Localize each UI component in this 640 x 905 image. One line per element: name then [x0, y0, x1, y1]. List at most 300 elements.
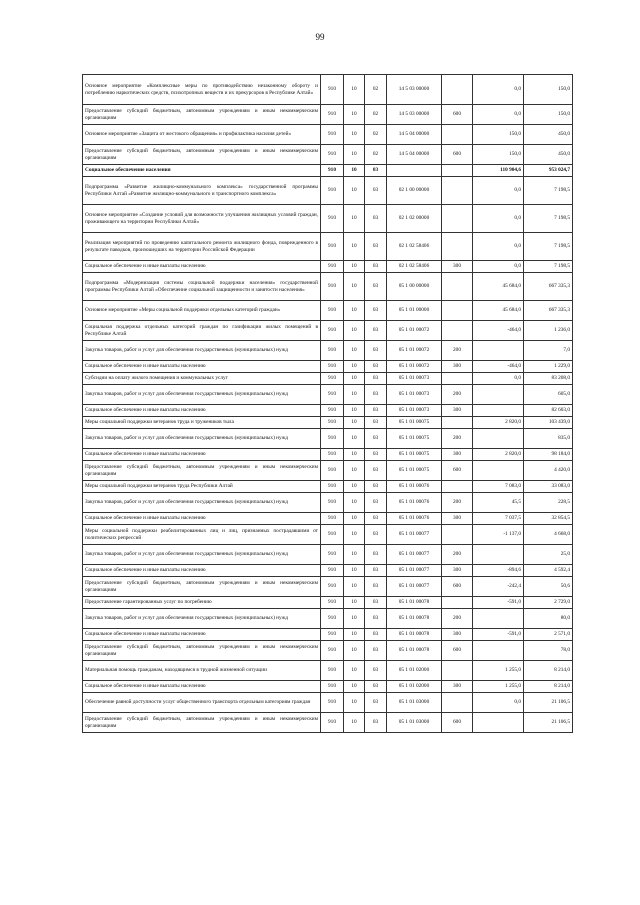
row-gr-cell: 910	[321, 373, 344, 385]
row-amount-total-cell: 7 198,5	[524, 233, 573, 261]
table-row	[83, 177, 573, 205]
row-cs-cell: 05 1 01 00078	[387, 609, 442, 629]
row-vr-cell	[442, 233, 473, 261]
row-pr-cell: 03	[365, 373, 387, 385]
table-row	[83, 641, 573, 661]
table-row	[83, 385, 573, 405]
row-gr-cell: 910	[321, 681, 344, 693]
table-row	[83, 261, 573, 273]
row-name-cell: Социальное обеспечение и иные выплаты населению	[83, 405, 321, 417]
row-vr-cell	[442, 125, 473, 145]
table-row	[83, 481, 573, 493]
row-amount-change-cell: 45 684,0	[473, 301, 524, 321]
row-cs-cell: 05 1 01 00072	[387, 361, 442, 373]
row-vr-cell	[442, 693, 473, 713]
row-vr-cell: 300	[442, 513, 473, 525]
row-rz-cell: 10	[344, 525, 365, 545]
row-vr-cell: 200	[442, 385, 473, 405]
row-amount-change-cell: 0,0	[473, 205, 524, 233]
table-row	[83, 513, 573, 525]
row-amount-total-cell: 2 729,0	[524, 597, 573, 609]
row-rz-cell: 10	[344, 177, 365, 205]
row-gr-cell: 910	[321, 125, 344, 145]
row-gr-cell: 910	[321, 609, 344, 629]
row-amount-change-cell: 150,0	[473, 125, 524, 145]
row-amount-total-cell: 8 214,0	[524, 661, 573, 681]
row-pr-cell: 03	[365, 429, 387, 449]
row-cs-cell: 05 1 01 00076	[387, 513, 442, 525]
row-amount-total-cell: 98 184,0	[524, 449, 573, 461]
row-gr-cell: 910	[321, 461, 344, 481]
row-pr-cell: 03	[365, 385, 387, 405]
row-rz-cell: 10	[344, 373, 365, 385]
row-rz-cell: 10	[344, 429, 365, 449]
row-vr-cell: 300	[442, 261, 473, 273]
row-pr-cell: 03	[365, 493, 387, 513]
row-vr-cell	[442, 373, 473, 385]
row-amount-total-cell: 667 335,3	[524, 301, 573, 321]
row-amount-total-cell: 4 668,0	[524, 525, 573, 545]
row-amount-total-cell: 50,6	[524, 577, 573, 597]
row-vr-cell	[442, 661, 473, 681]
row-amount-total-cell: 7 198,5	[524, 205, 573, 233]
row-gr-cell: 910	[321, 525, 344, 545]
row-cs-cell: 05 1 01 00073	[387, 373, 442, 385]
row-name-cell: Закупка товаров, работ и услуг для обеспечения государственных (муниципальных) нужд	[83, 609, 321, 629]
table-row	[83, 629, 573, 641]
row-name-cell: Социальная поддержка отдельных категорий граждан по газификации жилых помещений в Республике Алтай	[83, 321, 321, 341]
row-amount-change-cell	[473, 429, 524, 449]
row-amount-total-cell: 4 592,4	[524, 565, 573, 577]
row-rz-cell: 10	[344, 233, 365, 261]
row-rz-cell: 10	[344, 261, 365, 273]
row-vr-cell: 600	[442, 105, 473, 125]
row-gr-cell: 910	[321, 661, 344, 681]
row-cs-cell: 05 1 00 00000	[387, 273, 442, 301]
row-amount-change-cell: 2 820,0	[473, 449, 524, 461]
row-amount-change-cell	[473, 641, 524, 661]
row-vr-cell: 300	[442, 405, 473, 417]
row-name-cell: Закупка товаров, работ и услуг для обеспечения государственных (муниципальных) нужд	[83, 545, 321, 565]
row-name-cell: Материальная помощь гражданам, находящимся в трудной жизненной ситуации	[83, 661, 321, 681]
row-cs-cell: 05 1 01 00073	[387, 405, 442, 417]
budget-table	[82, 74, 573, 733]
table-row	[83, 341, 573, 361]
row-pr-cell: 03	[365, 233, 387, 261]
row-amount-change-cell: -464,0	[473, 361, 524, 373]
row-name-cell: Закупка товаров, работ и услуг для обеспечения государственных (муниципальных) нужд	[83, 341, 321, 361]
row-amount-change-cell: 1 255,0	[473, 681, 524, 693]
row-amount-change-cell: 0,0	[473, 693, 524, 713]
row-vr-cell	[442, 177, 473, 205]
row-cs-cell: 05 1 01 00075	[387, 417, 442, 429]
row-name-cell: Субсидии на оплату жилого помещения и коммунальных услуг	[83, 373, 321, 385]
row-pr-cell: 03	[365, 261, 387, 273]
row-name-cell: Закупка товаров, работ и услуг для обеспечения государственных (муниципальных) нужд	[83, 385, 321, 405]
row-name-cell: Предоставление субсидий бюджетным, автономным учреждениям и иным некоммерческим организациям	[83, 461, 321, 481]
row-amount-change-cell: 0,0	[473, 105, 524, 125]
row-amount-change-cell: 7 083,0	[473, 481, 524, 493]
row-gr-cell: 910	[321, 577, 344, 597]
row-rz-cell: 10	[344, 629, 365, 641]
row-amount-total-cell: 7 198,5	[524, 261, 573, 273]
row-amount-total-cell: 1 236,0	[524, 321, 573, 341]
row-gr-cell: 910	[321, 261, 344, 273]
row-cs-cell: 05 1 01 00077	[387, 525, 442, 545]
row-amount-change-cell: -242,4	[473, 577, 524, 597]
row-name-cell: Меры социальной поддержки ветеранов труда Республики Алтай	[83, 481, 321, 493]
row-rz-cell: 10	[344, 105, 365, 125]
table-row	[83, 75, 573, 105]
row-gr-cell: 910	[321, 405, 344, 417]
row-pr-cell: 03	[365, 577, 387, 597]
row-pr-cell: 03	[365, 609, 387, 629]
row-rz-cell: 10	[344, 321, 365, 341]
row-rz-cell: 10	[344, 481, 365, 493]
row-pr-cell: 03	[365, 165, 387, 177]
row-amount-change-cell: 1 255,0	[473, 661, 524, 681]
table-row	[83, 361, 573, 373]
row-amount-total-cell: 7 198,5	[524, 177, 573, 205]
table-row	[83, 449, 573, 461]
table-row	[83, 609, 573, 629]
row-name-cell: Предоставление субсидий бюджетным, автономным учреждениям и иным некоммерческим организациям	[83, 713, 321, 733]
row-gr-cell: 910	[321, 301, 344, 321]
row-gr-cell: 910	[321, 429, 344, 449]
table-row	[83, 273, 573, 301]
row-rz-cell: 10	[344, 565, 365, 577]
row-pr-cell: 03	[365, 525, 387, 545]
row-pr-cell: 03	[365, 713, 387, 733]
row-cs-cell: 05 1 01 00077	[387, 545, 442, 565]
row-vr-cell	[442, 525, 473, 545]
row-rz-cell: 10	[344, 75, 365, 105]
row-rz-cell: 10	[344, 461, 365, 481]
row-rz-cell: 10	[344, 165, 365, 177]
row-pr-cell: 03	[365, 417, 387, 429]
row-amount-change-cell	[473, 385, 524, 405]
row-amount-change-cell: 0,0	[473, 373, 524, 385]
row-amount-total-cell: 835,0	[524, 429, 573, 449]
row-amount-change-cell: 0,0	[473, 75, 524, 105]
row-amount-change-cell	[473, 461, 524, 481]
table-row	[83, 321, 573, 341]
row-vr-cell	[442, 273, 473, 301]
row-amount-total-cell: 78,0	[524, 641, 573, 661]
row-pr-cell: 02	[365, 105, 387, 125]
row-rz-cell: 10	[344, 661, 365, 681]
row-amount-change-cell: 150,0	[473, 145, 524, 165]
row-vr-cell	[442, 165, 473, 177]
row-amount-change-cell	[473, 341, 524, 361]
row-amount-change-cell: 7 037,5	[473, 513, 524, 525]
row-rz-cell: 10	[344, 577, 365, 597]
row-cs-cell: 05 1 01 00072	[387, 341, 442, 361]
row-gr-cell: 910	[321, 449, 344, 461]
row-vr-cell: 300	[442, 629, 473, 641]
row-gr-cell: 910	[321, 513, 344, 525]
row-vr-cell: 600	[442, 461, 473, 481]
row-gr-cell: 910	[321, 205, 344, 233]
row-cs-cell: 02 1 02 58406	[387, 261, 442, 273]
row-name-cell: Предоставление субсидий бюджетным, автономным учреждениям и иным некоммерческим организациям	[83, 641, 321, 661]
row-rz-cell: 10	[344, 385, 365, 405]
row-name-cell: Социальное обеспечение и иные выплаты населению	[83, 629, 321, 641]
row-name-cell: Реализация мероприятий по проведению капитального ремонта жилищного фонда, поврежденного в результате паводков, произошедших на территории Российской Федерации	[83, 233, 321, 261]
row-amount-change-cell: 0,0	[473, 233, 524, 261]
table-row	[83, 165, 573, 177]
row-vr-cell: 200	[442, 609, 473, 629]
row-amount-change-cell: -894,6	[473, 565, 524, 577]
row-name-cell: Социальное обеспечение и иные выплаты населению	[83, 681, 321, 693]
row-gr-cell: 910	[321, 713, 344, 733]
row-amount-total-cell: 83 208,0	[524, 373, 573, 385]
row-cs-cell: 02 1 02 00000	[387, 205, 442, 233]
row-vr-cell: 300	[442, 565, 473, 577]
row-rz-cell: 10	[344, 125, 365, 145]
row-vr-cell	[442, 205, 473, 233]
row-amount-change-cell	[473, 545, 524, 565]
row-gr-cell: 910	[321, 417, 344, 429]
row-rz-cell: 10	[344, 205, 365, 233]
row-gr-cell: 910	[321, 321, 344, 341]
table-row	[83, 461, 573, 481]
row-pr-cell: 03	[365, 693, 387, 713]
row-amount-change-cell: 45 684,0	[473, 273, 524, 301]
table-row	[83, 525, 573, 545]
row-name-cell: Основное мероприятие «Защита от жестокого обращения» и профилактика насилия детей»	[83, 125, 321, 145]
row-amount-total-cell: 450,0	[524, 145, 573, 165]
row-amount-total-cell: 8 214,0	[524, 681, 573, 693]
row-name-cell: Социальное обеспечение и иные выплаты населению	[83, 261, 321, 273]
row-vr-cell	[442, 321, 473, 341]
budget-table-body	[83, 75, 573, 733]
row-pr-cell: 03	[365, 513, 387, 525]
row-pr-cell: 03	[365, 565, 387, 577]
row-pr-cell: 02	[365, 75, 387, 105]
row-pr-cell: 03	[365, 681, 387, 693]
row-amount-change-cell: -1 137,0	[473, 525, 524, 545]
row-pr-cell: 02	[365, 145, 387, 165]
row-rz-cell: 10	[344, 609, 365, 629]
row-amount-total-cell: 7,0	[524, 341, 573, 361]
row-name-cell: Социальное обеспечение и иные выплаты населению	[83, 565, 321, 577]
row-rz-cell: 10	[344, 513, 365, 525]
row-gr-cell: 910	[321, 629, 344, 641]
row-amount-total-cell: 150,0	[524, 75, 573, 105]
row-gr-cell: 910	[321, 385, 344, 405]
table-row	[83, 145, 573, 165]
row-gr-cell: 910	[321, 145, 344, 165]
row-gr-cell: 910	[321, 565, 344, 577]
row-rz-cell: 10	[344, 405, 365, 417]
row-vr-cell	[442, 75, 473, 105]
row-amount-change-cell: 110 904,6	[473, 165, 524, 177]
row-amount-change-cell	[473, 609, 524, 629]
row-amount-total-cell: 32 854,5	[524, 513, 573, 525]
row-pr-cell: 03	[365, 661, 387, 681]
row-rz-cell: 10	[344, 449, 365, 461]
row-amount-change-cell: -591,0	[473, 597, 524, 609]
row-amount-total-cell: 953 024,7	[524, 165, 573, 177]
row-pr-cell: 03	[365, 301, 387, 321]
row-cs-cell: 05 1 01 00078	[387, 597, 442, 609]
row-cs-cell: 14 5 04 00000	[387, 125, 442, 145]
row-cs-cell: 05 1 01 00076	[387, 493, 442, 513]
row-rz-cell: 10	[344, 361, 365, 373]
row-rz-cell: 10	[344, 417, 365, 429]
row-cs-cell: 05 1 01 00076	[387, 481, 442, 493]
row-gr-cell: 910	[321, 165, 344, 177]
row-vr-cell: 300	[442, 681, 473, 693]
row-amount-change-cell: -464,0	[473, 321, 524, 341]
row-name-cell: Основное мероприятие «Создание условий для возможности улучшения жилищных условий граждан, проживающего на территории Республики Алтай»	[83, 205, 321, 233]
row-pr-cell: 03	[365, 461, 387, 481]
row-name-cell: Обеспечение равной доступности услуг общественного транспорта отдельным категориям граждан	[83, 693, 321, 713]
row-rz-cell: 10	[344, 681, 365, 693]
row-vr-cell: 300	[442, 361, 473, 373]
row-name-cell: Меры социальной поддержки ветеранов труда и тружеников тыла	[83, 417, 321, 429]
row-cs-cell: 05 1 01 00075	[387, 461, 442, 481]
page-number: 99	[315, 32, 325, 42]
row-vr-cell	[442, 417, 473, 429]
row-vr-cell: 200	[442, 429, 473, 449]
row-cs-cell: 05 1 01 00077	[387, 565, 442, 577]
row-cs-cell: 05 1 01 00078	[387, 641, 442, 661]
row-amount-total-cell: 80,0	[524, 609, 573, 629]
row-amount-total-cell: 667 335,3	[524, 273, 573, 301]
row-amount-total-cell: 605,0	[524, 385, 573, 405]
row-gr-cell: 910	[321, 481, 344, 493]
table-row	[83, 205, 573, 233]
row-pr-cell: 03	[365, 321, 387, 341]
row-vr-cell: 600	[442, 641, 473, 661]
row-rz-cell: 10	[344, 145, 365, 165]
row-vr-cell: 200	[442, 545, 473, 565]
row-rz-cell: 10	[344, 713, 365, 733]
row-name-cell: Социальное обеспечение населения	[83, 165, 321, 177]
row-amount-change-cell: 45,5	[473, 493, 524, 513]
table-row	[83, 301, 573, 321]
row-name-cell: Предоставление субсидий бюджетным, автономным учреждениям и иным некоммерческим организациям	[83, 105, 321, 125]
row-rz-cell: 10	[344, 341, 365, 361]
table-row	[83, 233, 573, 261]
row-vr-cell	[442, 597, 473, 609]
row-amount-change-cell: 0,0	[473, 177, 524, 205]
row-pr-cell: 03	[365, 405, 387, 417]
row-cs-cell: 02 1 02 58406	[387, 233, 442, 261]
row-rz-cell: 10	[344, 273, 365, 301]
row-rz-cell: 10	[344, 545, 365, 565]
row-vr-cell: 200	[442, 493, 473, 513]
row-pr-cell: 03	[365, 449, 387, 461]
table-row	[83, 713, 573, 733]
row-vr-cell: 600	[442, 713, 473, 733]
row-cs-cell: 02 1 00 00000	[387, 177, 442, 205]
row-amount-change-cell	[473, 405, 524, 417]
row-rz-cell: 10	[344, 597, 365, 609]
row-amount-change-cell	[473, 713, 524, 733]
row-pr-cell: 03	[365, 481, 387, 493]
row-gr-cell: 910	[321, 493, 344, 513]
row-amount-total-cell: 2 571,0	[524, 629, 573, 641]
table-row	[83, 405, 573, 417]
row-amount-total-cell: 21 106,5	[524, 693, 573, 713]
row-cs-cell	[387, 165, 442, 177]
row-pr-cell: 02	[365, 125, 387, 145]
row-amount-total-cell: 450,0	[524, 125, 573, 145]
row-amount-change-cell: 2 820,0	[473, 417, 524, 429]
table-row	[83, 681, 573, 693]
row-amount-total-cell: 25,0	[524, 545, 573, 565]
row-rz-cell: 10	[344, 493, 365, 513]
row-cs-cell: 05 1 01 02000	[387, 661, 442, 681]
row-rz-cell: 10	[344, 693, 365, 713]
row-amount-change-cell: -591,0	[473, 629, 524, 641]
table-row	[83, 577, 573, 597]
row-name-cell: Основное мероприятие «Меры социальной поддержки отдельных категорий граждан»	[83, 301, 321, 321]
row-cs-cell: 05 1 01 00077	[387, 577, 442, 597]
row-name-cell: Основное мероприятие «Комплексные меры по противодействию незаконному обороту и потреблению наркотических средств, психотропных веществ и их прекурсоров в Республике Алтай»	[83, 75, 321, 105]
row-amount-change-cell: 0,0	[473, 261, 524, 273]
row-amount-total-cell: 1 229,0	[524, 361, 573, 373]
row-gr-cell: 910	[321, 177, 344, 205]
row-cs-cell: 05 1 01 03000	[387, 693, 442, 713]
row-amount-total-cell: 228,5	[524, 493, 573, 513]
row-gr-cell: 910	[321, 105, 344, 125]
row-gr-cell: 910	[321, 545, 344, 565]
row-name-cell: Предоставление субсидий бюджетным, автономным учреждениям и иным некоммерческим организациям	[83, 577, 321, 597]
row-gr-cell: 910	[321, 273, 344, 301]
row-cs-cell: 05 1 01 00073	[387, 385, 442, 405]
row-cs-cell: 05 1 01 00075	[387, 449, 442, 461]
row-cs-cell: 05 1 01 02000	[387, 681, 442, 693]
row-name-cell: Предоставление гарантированных услуг по погребению	[83, 597, 321, 609]
row-amount-total-cell: 21 106,5	[524, 713, 573, 733]
row-pr-cell: 03	[365, 545, 387, 565]
row-gr-cell: 910	[321, 693, 344, 713]
table-row	[83, 565, 573, 577]
row-cs-cell: 05 1 01 00072	[387, 321, 442, 341]
row-vr-cell	[442, 481, 473, 493]
row-amount-total-cell: 103 439,0	[524, 417, 573, 429]
row-vr-cell	[442, 301, 473, 321]
row-amount-total-cell: 33 083,0	[524, 481, 573, 493]
row-cs-cell: 14 5 03 00000	[387, 105, 442, 125]
row-name-cell: Закупка товаров, работ и услуг для обеспечения государственных (муниципальных) нужд	[83, 493, 321, 513]
row-gr-cell: 910	[321, 361, 344, 373]
row-vr-cell: 300	[442, 449, 473, 461]
row-pr-cell: 03	[365, 273, 387, 301]
row-pr-cell: 03	[365, 361, 387, 373]
row-cs-cell: 05 1 01 00000	[387, 301, 442, 321]
row-rz-cell: 10	[344, 641, 365, 661]
row-cs-cell: 05 1 01 00078	[387, 629, 442, 641]
row-gr-cell: 910	[321, 641, 344, 661]
row-cs-cell: 14 5 04 00000	[387, 145, 442, 165]
table-row	[83, 661, 573, 681]
row-cs-cell: 14 5 03 00000	[387, 75, 442, 105]
row-name-cell: Меры социальной поддержки реабилитированных лиц и лиц, признанных пострадавшими от политических репрессий	[83, 525, 321, 545]
row-name-cell: Подпрограмма «Модернизация системы социальной поддержки населения» государственной программы Республики Алтай «Обеспечение социальной защищенности и занятости населения»	[83, 273, 321, 301]
table-row	[83, 545, 573, 565]
row-gr-cell: 910	[321, 341, 344, 361]
row-pr-cell: 03	[365, 629, 387, 641]
row-rz-cell: 10	[344, 301, 365, 321]
row-name-cell: Предоставление субсидий бюджетным, автономным учреждениям и иным некоммерческим организациям	[83, 145, 321, 165]
row-pr-cell: 03	[365, 597, 387, 609]
row-name-cell: Социальное обеспечение и иные выплаты населению	[83, 513, 321, 525]
